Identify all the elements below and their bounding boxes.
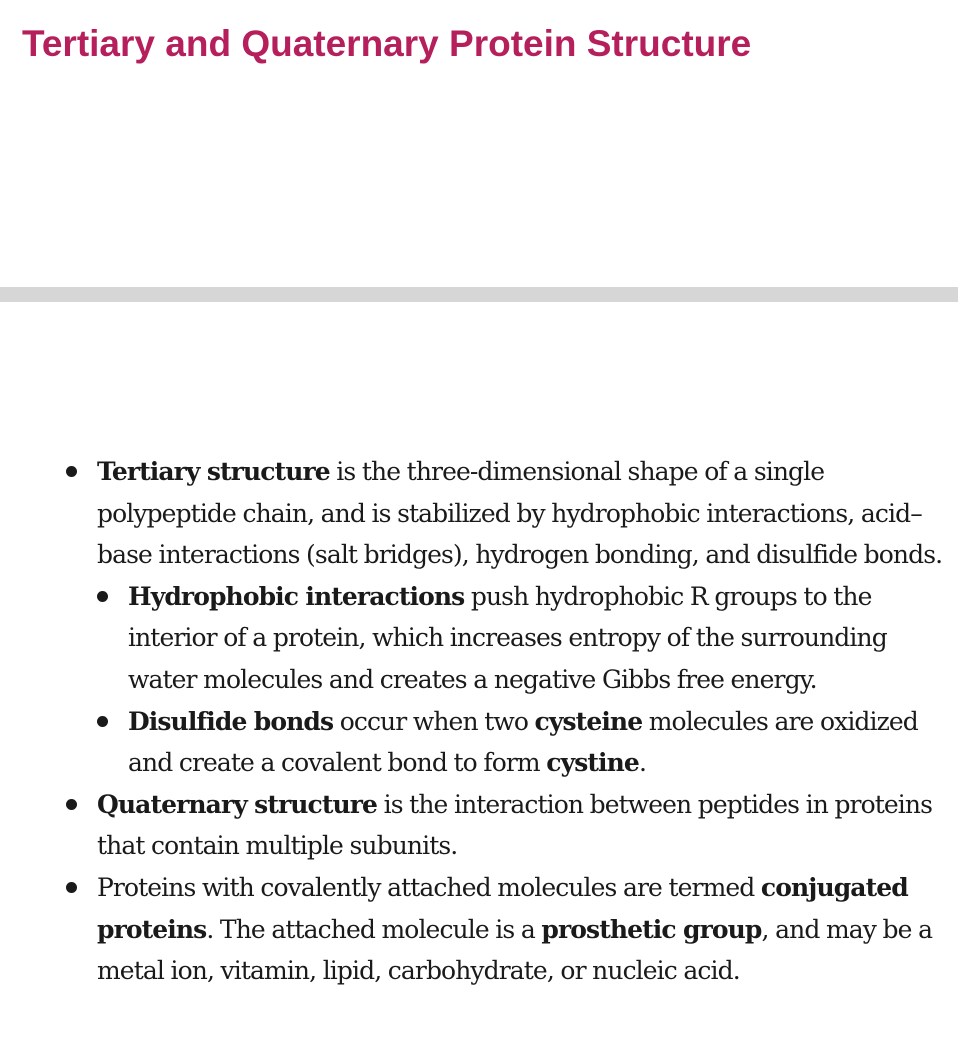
bullet-disulfide-bonds [97, 701, 956, 784]
term-quaternary-structure: Quaternary structure [97, 789, 378, 819]
bullet-dot [66, 466, 77, 477]
bullet-list [0, 451, 958, 992]
bullet-hydrophobic-interactions [97, 576, 956, 701]
hydrophobic-description: push hydrophobic R groups to the interior of a protein, which increases entropy of the surrounding water molecules and creates a negative Gibbs free energy. [128, 581, 887, 694]
bullet-conjugated-proteins [0, 867, 958, 992]
disulfide-text-3: . [638, 748, 646, 778]
notes-content [0, 451, 958, 992]
tertiary-description: is the three-dimensional shape of a single polypeptide chain, and is stabilized by hydrophobic interactions, acid–base interactions (salt bridges), hydrogen bonding, and disulfide bonds. [97, 457, 943, 570]
page-title: Tertiary and Quaternary Protein Structure [22, 23, 752, 64]
disulfide-text-1: occur when two [333, 706, 535, 736]
conjugated-text-3: , and may be a metal ion, vitamin, lipid, carbohydrate, or nucleic acid. [97, 914, 933, 986]
sub-bullet-list [97, 576, 956, 784]
conjugated-text-1: Proteins with covalently attached molecules are termed [97, 872, 761, 902]
bullet-dot [97, 716, 108, 727]
section-divider [0, 287, 958, 302]
bullet-dot [66, 799, 77, 810]
term-prosthetic-group: prosthetic group [541, 914, 762, 944]
bullet-dot [66, 882, 77, 893]
disulfide-text-2: molecules are oxidized and create a covalent bond to form [128, 706, 918, 778]
term-disulfide-bonds: Disulfide bonds [128, 706, 334, 736]
bullet-quaternary-structure [0, 784, 958, 867]
term-hydrophobic-interactions: Hydrophobic interactions [128, 581, 465, 611]
term-cysteine: cysteine [534, 706, 643, 736]
term-conjugated-proteins: conjugated proteins [97, 872, 908, 944]
bullet-dot [97, 591, 108, 602]
quaternary-description: is the interaction between peptides in proteins that contain multiple subunits. [97, 789, 933, 861]
bullet-tertiary-structure [0, 451, 958, 784]
term-tertiary-structure: Tertiary structure [97, 457, 330, 486]
conjugated-text-2: . The attached molecule is a [206, 914, 542, 944]
term-cystine: cystine [546, 748, 639, 778]
